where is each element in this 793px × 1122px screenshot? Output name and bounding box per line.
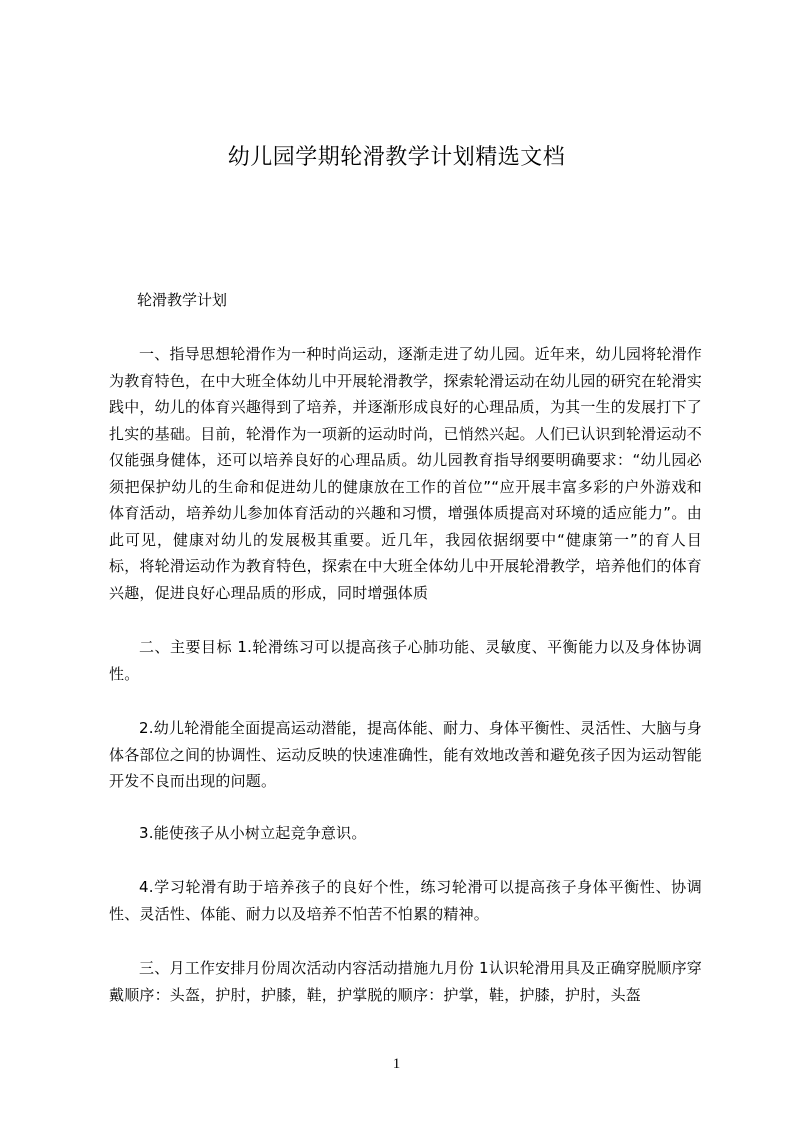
paragraph-monthly-schedule: 三、月工作安排月份周次活动内容活动措施九月份 1认识轮滑用具及正确穿脱顺序穿戴顺序：头盔，护肘，护膝，鞋，护掌脱的顺序：护掌，鞋，护膝，护肘，头盔 bbox=[109, 959, 702, 1004]
paragraph-goal-2: 2.幼儿轮滑能全面提高运动潜能，提高体能、耐力、身体平衡性、灵活性、大脑与身体各部位之间的协调性、运动反映的快速准确性，能有效地改善和避免孩子因为运动智能开发不良而出现的问题。 bbox=[109, 719, 702, 790]
paragraph-main-goals: 二、主要目标 1.轮滑练习可以提高孩子心肺功能、灵敏度、平衡能力以及身体协调性。 bbox=[109, 638, 702, 683]
paragraph-guiding-ideology: 一、指导思想轮滑作为一种时尚运动，逐渐走进了幼儿园。近年来，幼儿园将轮滑作为教育特色，在中大班全体幼儿中开展轮滑教学，探索轮滑运动在幼儿园的研究在轮滑实践中，幼儿的体育兴趣得到了培养，并逐渐形成良好的心理品质，为其一生的发展打下了扎实的基础。目前，轮滑作为一项新的运动时尚，已悄然兴起。人们已认识到轮滑运动不仅能强身健体，还可以培养良好的心理品质。幼儿园教育指导纲要明确要求：“幼儿园必须把保护幼儿的生命和促进幼儿的健康放在工作的首位”“应开展丰富多彩的户外游戏和体育活动，培养幼儿参加体育活动的兴趣和习惯，增强体质提高对环境的适应能力”。由此可见，健康对幼儿的发展极其重要。近几年，我园依据纲要中“健康第一”的育人目标，将轮滑运动作为教育特色，探索在中大班全体幼儿中开展轮滑教学，培养他们的体育兴趣，促进良好心理品质的形成，同时增强体质 bbox=[109, 345, 702, 602]
document-title: 幼儿园学期轮滑教学计划精选文档 bbox=[227, 145, 566, 170]
page-number: 1 bbox=[392, 1056, 401, 1072]
paragraph-goal-3: 3.能使孩子从小树立起竞争意识。 bbox=[139, 824, 367, 842]
paragraph-goal-4: 4.学习轮滑有助于培养孩子的良好个性，练习轮滑可以提高孩子身体平衡性、协调性、灵活性、体能、耐力以及培养不怕苦不怕累的精神。 bbox=[109, 878, 702, 923]
section-subtitle: 轮滑教学计划 bbox=[137, 291, 228, 309]
